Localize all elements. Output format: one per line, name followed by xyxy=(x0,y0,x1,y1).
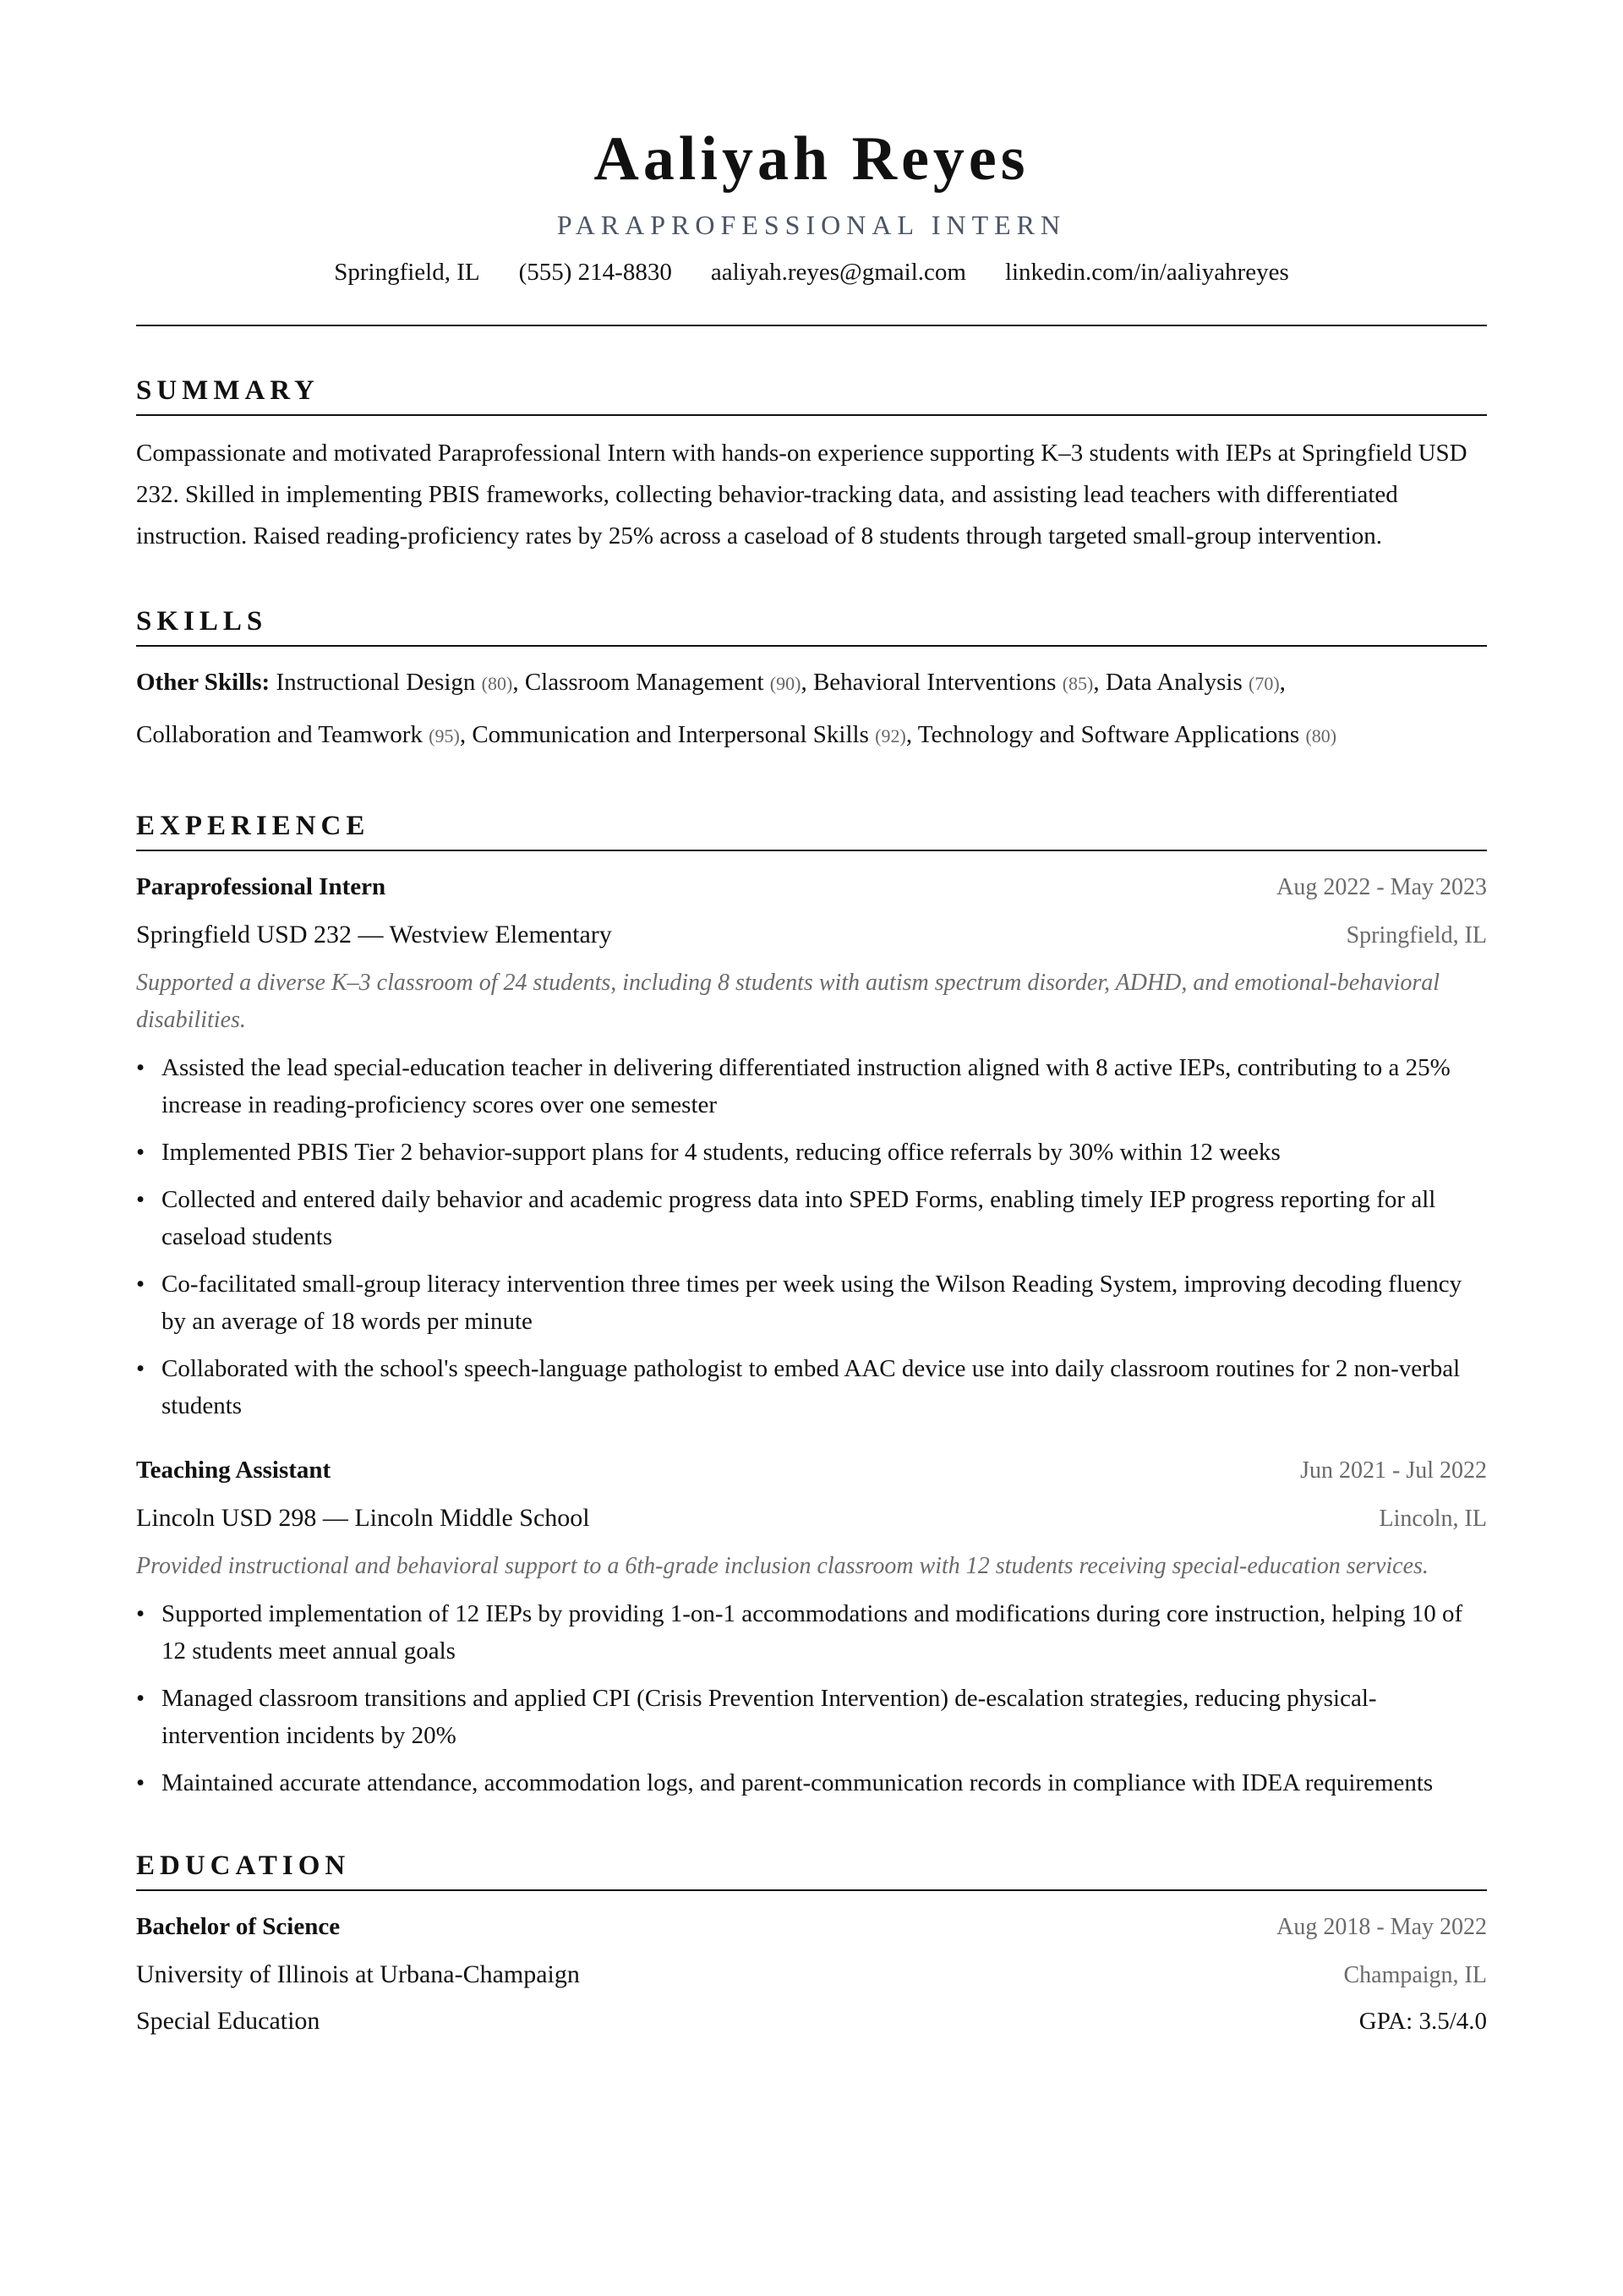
resume-header xyxy=(136,118,1487,287)
contact-email[interactable]: aaliyah.reyes@gmail.com xyxy=(710,259,966,286)
contact-phone: (555) 214-8830 xyxy=(518,259,672,286)
skill-item: Data Analysis (70), xyxy=(1105,669,1286,696)
school-name: University of Illinois at Urbana-Champaign xyxy=(136,1960,580,1988)
summary-section xyxy=(136,374,1487,557)
school-location: Champaign, IL xyxy=(1343,1962,1487,1988)
job-description: Provided instructional and behavioral support to a 6th-grade inclusion classroom with 12 students receiving special-education services. xyxy=(136,1553,1429,1579)
skill-item: Communication and Interpersonal Skills (92), xyxy=(472,721,913,748)
skill-score: (90) xyxy=(769,673,801,694)
education-entry xyxy=(136,1910,1487,2038)
contact-info xyxy=(136,257,1487,287)
experience-entry xyxy=(136,870,1487,1424)
skill-item: Instructional Design (80), xyxy=(276,669,519,696)
header-divider xyxy=(136,325,1487,326)
skill-score: (95) xyxy=(429,725,460,746)
job-dates: Jun 2021 - Jul 2022 xyxy=(1300,1457,1487,1484)
experience-entry xyxy=(136,1453,1487,1801)
job-bullet: • Supported implementation of 12 IEPs by providing 1-on-1 accommodations and modifications during core instruction, helping 10 of 12 students meet annual goals xyxy=(136,1595,1487,1670)
degree: Bachelor of Science xyxy=(136,1913,341,1940)
skill-item: Classroom Management (90), xyxy=(524,669,807,696)
education-dates: Aug 2018 - May 2022 xyxy=(1276,1914,1487,1940)
job-bullet: • Implemented PBIS Tier 2 behavior-support plans for 4 students, reducing office referrals by 30% within 12 weeks xyxy=(136,1134,1487,1171)
skills-list xyxy=(136,657,1487,762)
education-section xyxy=(136,1849,1487,2038)
job-description: Supported a diverse K–3 classroom of 24 students, including 8 students with autism spectrum disorder, ADHD, and emotional-behavioral disabilities. xyxy=(136,970,1440,1033)
section-title-summary: SUMMARY xyxy=(136,374,1487,416)
job-bullets xyxy=(136,1595,1487,1801)
skill-score: (80) xyxy=(481,673,513,694)
candidate-role: PARAPROFESSIONAL INTERN xyxy=(556,210,1067,240)
job-title: Paraprofessional Intern xyxy=(136,873,386,900)
job-organization: Lincoln USD 298 — Lincoln Middle School xyxy=(136,1504,590,1532)
job-organization: Springfield USD 232 — Westview Elementary xyxy=(136,921,612,948)
section-title-education: EDUCATION xyxy=(136,1849,1487,1891)
job-location: Springfield, IL xyxy=(1346,922,1487,948)
job-bullet: • Managed classroom transitions and applied CPI (Crisis Prevention Intervention) de-escalation strategies, reducing physical-intervention incidents by 20% xyxy=(136,1680,1487,1754)
job-bullets xyxy=(136,1049,1487,1424)
summary-text: Compassionate and motivated Paraprofessional Intern with hands-on experience supporting K–3 students with IEPs at Springfield USD 232. Skilled in implementing PBIS frameworks, collecting behavior-tracking data, and assisting lead teachers with differentiated instruction. Raised reading-proficiency rates by 25% across a caseload of 8 students through targeted small-group intervention. xyxy=(136,440,1467,549)
job-title: Teaching Assistant xyxy=(136,1457,331,1484)
candidate-name: Aaliyah Reyes xyxy=(593,124,1030,194)
job-bullet: • Co-facilitated small-group literacy intervention three times per week using the Wilson Reading System, improving decoding fluency by an average of 18 words per minute xyxy=(136,1266,1487,1340)
job-bullet: • Maintained accurate attendance, accommodation logs, and parent-communication records in compliance with IDEA requirements xyxy=(136,1764,1487,1801)
job-dates: Aug 2022 - May 2023 xyxy=(1276,874,1487,900)
job-bullet: • Collaborated with the school's speech-language pathologist to embed AAC device use into daily classroom routines for 2 non-verbal students xyxy=(136,1350,1487,1424)
contact-location: Springfield, IL xyxy=(334,259,480,286)
experience-section xyxy=(136,809,1487,1801)
skill-score: (70) xyxy=(1249,673,1280,694)
skill-item: Behavioral Interventions (85), xyxy=(812,669,1100,696)
job-location: Lincoln, IL xyxy=(1379,1506,1487,1532)
skill-item: Collaboration and Teamwork (95), xyxy=(136,721,467,748)
skill-score: (92) xyxy=(875,725,906,746)
field-of-study: Special Education xyxy=(136,2007,320,2035)
job-bullet: • Collected and entered daily behavior and academic progress data into SPED Forms, enabling timely IEP progress reporting for all caseload students xyxy=(136,1181,1487,1255)
skill-item: Technology and Software Applications (80) xyxy=(917,721,1337,748)
contact-linkedin[interactable]: linkedin.com/in/aaliyahreyes xyxy=(1004,259,1289,286)
skills-label: Other Skills: xyxy=(136,669,270,696)
skill-score: (80) xyxy=(1305,725,1337,746)
section-title-skills: SKILLS xyxy=(136,604,1487,647)
job-bullet: • Assisted the lead special-education teacher in delivering differentiated instruction aligned with 8 active IEPs, contributing to a 25% increase in reading-proficiency scores over one semester xyxy=(136,1049,1487,1123)
section-title-experience: EXPERIENCE xyxy=(136,809,1487,851)
skill-score: (85) xyxy=(1062,673,1094,694)
gpa: GPA: 3.5/4.0 xyxy=(1358,2008,1487,2035)
skills-section xyxy=(136,604,1487,762)
